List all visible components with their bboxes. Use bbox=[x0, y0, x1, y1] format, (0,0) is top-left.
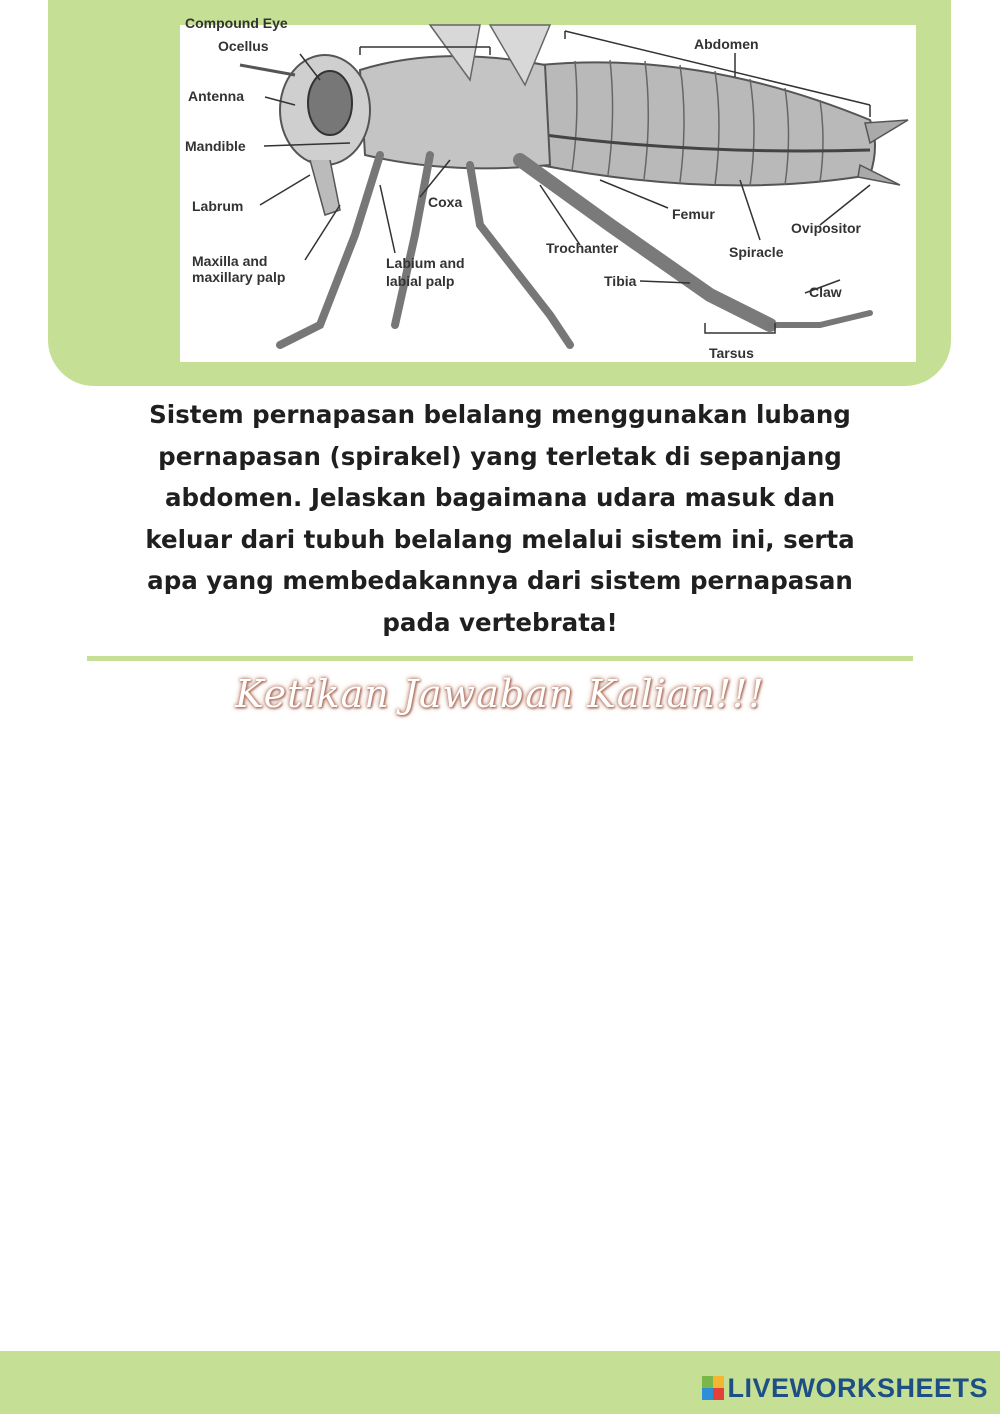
label-maxilla-line1: Maxilla and bbox=[192, 253, 268, 269]
question-text: Sistem pernapasan belalang menggunakan lubang pernapasan (spirakel) yang terletak di sepanjang abdomen. Jelaskan bagaimana udara masuk dan keluar dari tubuh belalang melalui sistem ini, serta apa yang membedakannya dari sistem pernapasan pada vertebrata! bbox=[145, 400, 855, 637]
label-compound-eye: Compound Eye bbox=[185, 15, 288, 31]
answer-heading: Ketikan Jawaban Kalian!!! bbox=[235, 672, 765, 716]
label-spiracle: Spiracle bbox=[729, 244, 784, 260]
liveworksheets-logo[interactable] bbox=[702, 1373, 988, 1403]
logo-square-red bbox=[713, 1388, 724, 1400]
brand-text: LIVEWORKSHEETS bbox=[727, 1372, 988, 1403]
label-antenna: Antenna bbox=[188, 88, 244, 104]
grasshopper-illustration bbox=[180, 15, 916, 362]
label-mandible: Mandible bbox=[185, 138, 246, 154]
label-labium-line1: Labium and bbox=[386, 255, 465, 271]
grasshopper-anatomy-diagram bbox=[180, 15, 916, 362]
label-labrum: Labrum bbox=[192, 198, 244, 214]
answer-input-box[interactable] bbox=[30, 758, 970, 1326]
label-abdomen: Abdomen bbox=[694, 36, 759, 52]
label-maxilla-line2: maxillary palp bbox=[192, 269, 286, 285]
label-labium-line2: labial palp bbox=[386, 273, 455, 289]
liveworksheets-icon bbox=[702, 1376, 724, 1400]
logo-square-yellow bbox=[713, 1376, 724, 1388]
logo-square-blue bbox=[702, 1388, 713, 1400]
label-femur: Femur bbox=[672, 206, 715, 222]
diagram-panel bbox=[48, 0, 951, 386]
logo-square-green bbox=[702, 1376, 713, 1388]
label-tarsus: Tarsus bbox=[709, 345, 754, 361]
label-coxa: Coxa bbox=[428, 194, 463, 210]
label-ocellus: Ocellus bbox=[218, 38, 269, 54]
label-ovipositor: Ovipositor bbox=[791, 220, 862, 236]
label-claw: Claw bbox=[809, 284, 842, 300]
label-trochanter: Trochanter bbox=[546, 240, 619, 256]
section-divider bbox=[87, 656, 913, 661]
footer-bar bbox=[0, 1351, 1000, 1414]
label-tibia: Tibia bbox=[604, 273, 637, 289]
